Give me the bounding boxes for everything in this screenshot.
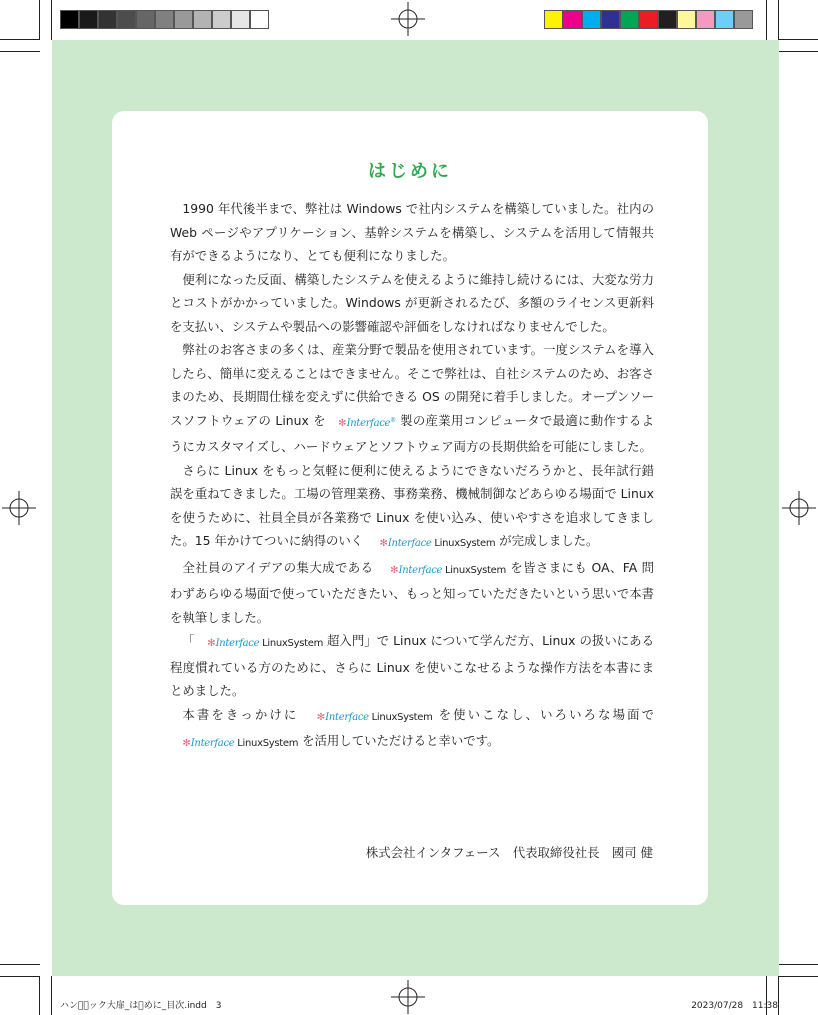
grayscale-swatch	[98, 10, 117, 29]
crop-mark	[0, 964, 40, 965]
registration-mark-left	[2, 491, 36, 525]
crop-mark	[51, 0, 52, 40]
content-card	[112, 111, 708, 905]
paragraph: さらに Linux をもっと気軽に便利に使えるようにできないだろうかと、長年試行錯誤を重ねてきました。工場の管理業務、事務業務、機械制御などあらゆる場面で Linux を使うために、社員全員が各業務で Linux を使い込み、使いやすさを追求してきました。15 年かけてついに納得のいく ✻Interface LinuxSystem が完成しました。	[170, 459, 654, 556]
color-swatch	[696, 10, 715, 29]
crop-mark	[0, 976, 40, 977]
logo-system-text: LinuxSystem	[368, 711, 433, 723]
crop-mark	[778, 51, 818, 52]
flower-icon: ✻	[338, 417, 347, 429]
logo-brand-text: Interface	[190, 738, 235, 749]
flower-icon: ✻	[207, 638, 216, 649]
color-swatch	[677, 10, 696, 29]
color-swatch	[620, 10, 639, 29]
grayscale-swatch	[193, 10, 212, 29]
logo-system-text: LinuxSystem	[234, 738, 299, 749]
color-swatch	[715, 10, 734, 29]
crop-mark	[39, 976, 40, 1015]
interface-linuxsystem-logo	[304, 704, 432, 730]
crop-mark	[778, 964, 818, 965]
paragraph: 全社員のアイデアの集大成である ✻Interface LinuxSystem を皆さまにも OA、FA 問わずあらゆる場面で使っていただきたい、もっと知っていただきたいという思いで本書を執筆しました。	[170, 556, 654, 630]
flower-icon: ✻	[390, 564, 399, 576]
registration-mark-top	[391, 2, 425, 36]
footer-timestamp: 2023/07/28 11:38	[691, 1001, 778, 1011]
logo-system-text: LinuxSystem	[431, 538, 496, 549]
crop-mark	[778, 976, 818, 977]
logo-brand-text: Interface	[398, 564, 443, 576]
crop-mark	[39, 0, 40, 40]
signature: 株式会社インタフェース 代表取締役社長 國司 健	[365, 845, 653, 860]
interface-linuxsystem-logo	[378, 557, 506, 583]
body-text	[170, 197, 654, 756]
registration-mark-bottom	[391, 980, 425, 1014]
paragraph: 本書をきっかけに ✻Interface LinuxSystem を使いこなし、いろいろな場面で ✻Interface LinuxSystem を活用していただけると幸いです。	[170, 703, 654, 756]
flower-icon: ✻	[316, 711, 326, 723]
paragraph: 1990 年代後半まで、弊社は Windows で社内システムを構築していました。社内の Web ページやアプリケーション、基幹システムを構築し、システムを活用して情報共有ができるようになり、とても便利になりました。	[170, 201, 654, 263]
color-swatch	[658, 10, 677, 29]
logo-brand-text: Interface	[215, 638, 260, 649]
logo-brand-text: Interface	[346, 417, 391, 429]
grayscale-swatch	[212, 10, 231, 29]
crop-mark	[0, 51, 40, 52]
grayscale-swatch	[174, 10, 193, 29]
grayscale-swatch	[117, 10, 136, 29]
logo-system-text: LinuxSystem	[259, 638, 324, 649]
grayscale-bar	[60, 10, 269, 29]
paragraph: 便利になった反面、構築したシステムを使えるように維持し続けるには、大変な労力とコストがかかっていました。Windows が更新されるたび、多額のライセンス更新料を支払い、システムや製品への影響確認や評価をしなければなりませんでした。	[170, 271, 654, 334]
interface-linuxsystem-logo	[170, 730, 298, 756]
logo-brand-text: Interface	[325, 711, 369, 723]
color-bar	[544, 10, 753, 29]
crop-mark	[778, 39, 818, 40]
crop-mark	[51, 976, 52, 1015]
color-swatch	[582, 10, 601, 29]
paragraph: 弊社のお客さまの多くは、産業分野で製品を使用されています。一度システムを導入したら、簡単に変えることはできません。そこで弊社は、自社システムのため、お客さまのため、長期間仕様を変えずに供給できる OS の開発に着手しました。オープンソースソフトウェアの Linux を ✻Interface® 製の産業用コンピュータで最適に動作するようにカスタマイズし、ハードウェアとソフトウェア両方の長期供給を可能にしました。	[170, 342, 654, 454]
crop-mark	[766, 0, 767, 40]
grayscale-swatch	[231, 10, 250, 29]
crop-mark	[778, 0, 779, 40]
crop-mark	[778, 976, 779, 1015]
registration-mark-right	[782, 491, 816, 525]
interface-linuxsystem-logo	[195, 630, 323, 656]
logo-brand-text: Interface	[387, 538, 432, 549]
color-swatch	[639, 10, 658, 29]
grayscale-swatch	[250, 10, 269, 29]
flower-icon: ✻	[182, 738, 191, 749]
grayscale-swatch	[60, 10, 79, 29]
color-swatch	[734, 10, 753, 29]
grayscale-swatch	[136, 10, 155, 29]
logo-suffix: ®	[390, 416, 396, 424]
footer-file-name: ハン  ック大扉_は めに_目次.indd 3	[60, 1001, 222, 1011]
paragraph: 「 ✻Interface LinuxSystem 超入門」で Linux について学んだ方、Linux の扱いにある程度慣れている方のために、さらに Linux を使いこなせるような操作方法を本書にまとめました。	[170, 629, 654, 703]
grayscale-swatch	[155, 10, 174, 29]
interface-logo	[326, 409, 396, 436]
page-title: はじめに	[368, 161, 452, 182]
interface-linuxsystem-logo	[367, 530, 495, 556]
grayscale-swatch	[79, 10, 98, 29]
crop-mark	[0, 39, 40, 40]
flower-icon: ✻	[379, 538, 388, 549]
logo-system-text: LinuxSystem	[442, 564, 506, 576]
color-swatch	[544, 10, 563, 29]
color-swatch	[563, 10, 582, 29]
color-swatch	[601, 10, 620, 29]
